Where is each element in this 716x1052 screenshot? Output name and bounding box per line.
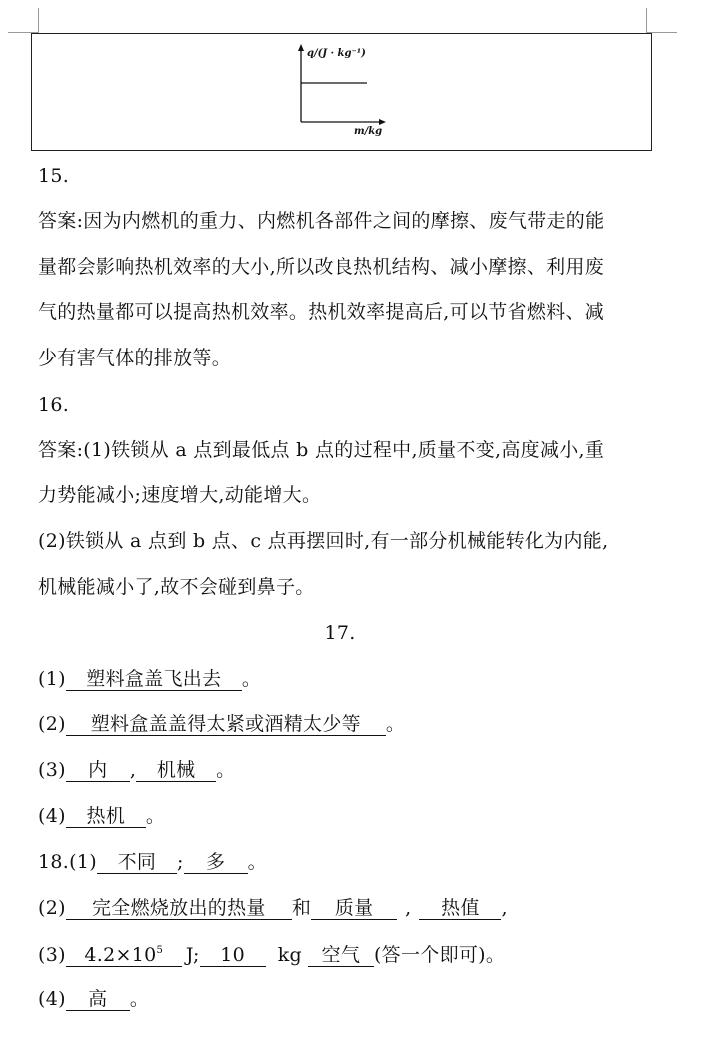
question-15-answer-line-4: 少有害气体的排放等。 bbox=[38, 347, 232, 369]
end-punct: 。 bbox=[129, 988, 150, 1010]
question-17-part-3 bbox=[38, 757, 235, 783]
separator: ; bbox=[176, 851, 184, 873]
answer-blank: 高 bbox=[66, 988, 130, 1011]
answer-blank-3: 热值 bbox=[419, 897, 501, 920]
y-axis-label: q/(J · kg⁻¹) bbox=[307, 48, 366, 59]
question-15-answer-line-3: 气的热量都可以提高热机效率。热机效率提高后,可以节省燃料、减 bbox=[38, 301, 605, 323]
separator: , bbox=[129, 759, 137, 781]
answer-blank: 塑料盒盖飞出去 bbox=[66, 668, 242, 691]
end-punct: 。 bbox=[145, 805, 166, 827]
end-punct: 。 bbox=[385, 713, 406, 735]
x-axis-label: m/kg bbox=[354, 126, 383, 137]
part-label: (4) bbox=[38, 805, 66, 827]
unit-2: kg bbox=[277, 944, 302, 966]
part-label: (1) bbox=[38, 668, 66, 690]
graph-figure-box bbox=[31, 33, 652, 151]
end-punct: , bbox=[501, 897, 508, 919]
question-18-part-4 bbox=[38, 986, 149, 1012]
question-16-answer-line-2: 力势能减小;速度增大,动能增大。 bbox=[38, 484, 322, 506]
part-label: 18.(1) bbox=[38, 851, 97, 873]
question-18-part-1 bbox=[38, 849, 267, 875]
end-punct: 。 bbox=[216, 759, 236, 781]
blank-base: 4.2×10 bbox=[84, 944, 157, 966]
question-17-number: 17. bbox=[324, 622, 356, 644]
question-16-answer-line-4: 机械能减小了,故不会碰到鼻子。 bbox=[38, 576, 315, 598]
question-17-part-2 bbox=[38, 711, 405, 737]
question-15-number: 15. bbox=[38, 165, 70, 187]
y-axis-arrow-icon bbox=[298, 44, 304, 51]
blank-exponent: 5 bbox=[156, 945, 164, 956]
x-axis-arrow-icon bbox=[379, 119, 386, 125]
connector-word: 和 bbox=[291, 897, 312, 919]
part-label: (2) bbox=[38, 713, 66, 735]
answer-blank-1 bbox=[66, 940, 182, 967]
question-16-number: 16. bbox=[38, 394, 70, 416]
answer-blank-2: 质量 bbox=[311, 897, 397, 920]
answer-blank-1: 完全燃烧放出的热量 bbox=[66, 897, 292, 920]
unit-1: J; bbox=[185, 944, 200, 966]
answer-blank-2: 多 bbox=[184, 851, 248, 874]
question-17-part-1 bbox=[38, 666, 261, 692]
part-label: (3) bbox=[38, 944, 66, 966]
answer-blank-1: 不同 bbox=[97, 851, 177, 874]
question-15-answer-line-2: 量都会影响热机效率的大小,所以改良热机结构、减小摩擦、利用废 bbox=[38, 256, 605, 278]
answer-blank-3: 空气 bbox=[308, 944, 374, 967]
answer-blank: 塑料盒盖盖得太紧或酒精太少等 bbox=[66, 713, 386, 736]
page-corner-mark-left bbox=[8, 8, 39, 33]
question-16-answer-line-3: (2)铁锁从 a 点到 b 点、c 点再摆回时,有一部分机械能转化为内能, bbox=[38, 530, 609, 552]
answer-blank-2: 机械 bbox=[136, 759, 216, 782]
answer-blank: 热机 bbox=[66, 805, 146, 828]
end-punct: 。 bbox=[241, 668, 262, 690]
separator: , bbox=[405, 897, 412, 919]
part-label: (2) bbox=[38, 897, 66, 919]
heat-value-graph bbox=[32, 34, 653, 152]
end-punct: 。 bbox=[247, 851, 267, 873]
part-label: (3) bbox=[38, 759, 66, 781]
answer-blank-1: 内 bbox=[66, 759, 130, 782]
question-18-part-3 bbox=[38, 940, 505, 968]
part-label: (4) bbox=[38, 988, 66, 1010]
question-18-part-2 bbox=[38, 895, 508, 921]
page-corner-mark-right bbox=[646, 8, 677, 33]
end-note: (答一个即可)。 bbox=[373, 944, 506, 966]
question-15-answer-line-1: 答案:因为内燃机的重力、内燃机各部件之间的摩擦、废气带走的能 bbox=[38, 210, 605, 232]
question-17-part-4 bbox=[38, 803, 165, 829]
answer-blank-2: 10 bbox=[200, 944, 266, 967]
question-16-answer-line-1: 答案:(1)铁锁从 a 点到最低点 b 点的过程中,质量不变,高度减小,重 bbox=[38, 439, 605, 461]
